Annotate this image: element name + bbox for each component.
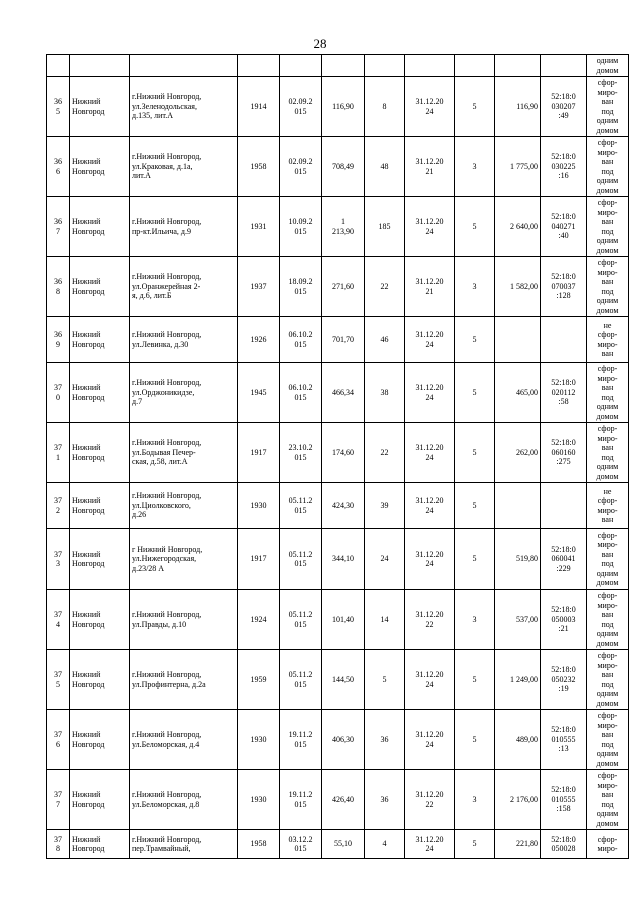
address-cell: г.Нижний Новгород, ул.Левинка, д.30	[132, 330, 202, 349]
planned-date-cell: 31.12.20 24	[415, 443, 444, 462]
class-cell: 5	[472, 839, 477, 849]
row-number: 36 7	[54, 217, 62, 236]
city-cell: Нижний Новгород	[72, 496, 105, 515]
planned-date-cell: 31.12.20 21	[415, 277, 444, 296]
continuation-status: одним домом	[596, 56, 619, 75]
land-status-cell: сфор- миро- ван под одним домом	[596, 258, 619, 315]
planned-date-cell: 31.12.20 24	[415, 670, 444, 689]
class-cell: 5	[472, 101, 477, 111]
land-status-cell: сфор- миро- ван под одним домом	[596, 711, 619, 768]
row-number: 36 6	[54, 157, 62, 176]
housing-registry-table	[46, 54, 629, 859]
class-cell: 3	[472, 161, 477, 171]
land-status-cell: сфор- миро- ван под одним домом	[596, 138, 619, 195]
cadastral-number-cell: 52:18:0 030225 :16	[551, 152, 576, 181]
inclusion-date-cell: 05.11.2 015	[288, 549, 313, 568]
row-number: 37 3	[54, 549, 62, 568]
land-status-cell: сфор- миро- ван под одним домом	[596, 651, 619, 708]
city-cell: Нижний Новгород	[72, 790, 105, 809]
land-area-cell: 116,90	[516, 101, 538, 111]
cadastral-number-cell: 52:18:0 020112 :58	[551, 378, 576, 407]
city-cell: Нижний Новгород	[72, 97, 105, 116]
land-area-cell: 2 640,00	[510, 221, 538, 231]
area-cell: 344,10	[332, 554, 354, 564]
city-cell: Нижний Новгород	[72, 330, 105, 349]
land-area-cell: 262,00	[516, 447, 538, 457]
residents-count-cell: 5	[382, 674, 387, 684]
inclusion-date-cell: 05.11.2 015	[288, 610, 313, 629]
row-number: 37 4	[54, 610, 62, 629]
inclusion-date-cell: 23.10.2 015	[288, 443, 313, 462]
land-area-cell: 489,00	[516, 734, 538, 744]
year-built-cell: 1930	[250, 734, 267, 744]
table-row	[47, 317, 629, 363]
registry-body	[47, 55, 629, 859]
year-built-cell: 1917	[250, 554, 267, 564]
year-built-cell: 1931	[250, 221, 267, 231]
page-number: 28	[313, 36, 327, 51]
inclusion-date-cell: 19.11.2 015	[288, 790, 313, 809]
planned-date-cell: 31.12.20 21	[415, 157, 444, 176]
year-built-cell: 1958	[250, 161, 267, 171]
land-area-cell: 465,00	[516, 387, 538, 397]
residents-count-cell: 24	[380, 554, 389, 564]
inclusion-date-cell: 06.10.2 015	[288, 383, 313, 402]
city-cell: Нижний Новгород	[72, 730, 105, 749]
cadastral-number-cell: 52:18:0 010555 :13	[551, 725, 576, 754]
class-cell: 5	[472, 221, 477, 231]
year-built-cell: 1914	[250, 101, 267, 111]
year-built-cell: 1930	[250, 500, 267, 510]
cadastral-number-cell: 52:18:0 050232 :19	[551, 665, 576, 694]
year-built-cell: 1926	[250, 334, 267, 344]
row-number: 37 1	[54, 443, 62, 462]
class-cell: 5	[472, 334, 477, 344]
class-cell: 3	[472, 614, 477, 624]
cadastral-number-cell: 52:18:0 030207 :49	[551, 92, 576, 121]
continuation-row	[47, 55, 629, 77]
residents-count-cell: 39	[380, 500, 389, 510]
city-cell: Нижний Новгород	[72, 157, 105, 176]
cadastral-number-cell: 52:18:0 010555 :158	[551, 785, 576, 814]
table-row	[47, 137, 629, 197]
address-cell: г.Нижний Новгород, ул.Циолковского, д.26	[132, 491, 202, 520]
row-number: 37 8	[54, 834, 62, 853]
area-cell: 708,49	[332, 161, 354, 171]
residents-count-cell: 14	[380, 614, 389, 624]
row-number: 37 5	[54, 670, 62, 689]
residents-count-cell: 4	[382, 839, 387, 849]
inclusion-date-cell: 02.09.2 015	[288, 97, 313, 116]
city-cell: Нижний Новгород	[72, 217, 105, 236]
city-cell: Нижний Новгород	[72, 443, 105, 462]
address-cell: г.Нижний Новгород, пр-кт.Ильича, д.9	[132, 217, 202, 236]
land-area-cell: 1 775,00	[510, 161, 538, 171]
row-number: 36 9	[54, 330, 62, 349]
planned-date-cell: 31.12.20 22	[415, 790, 444, 809]
city-cell: Нижний Новгород	[72, 670, 105, 689]
land-area-cell: 2 176,00	[510, 794, 538, 804]
cadastral-number-cell: 52:18:0 060041 :229	[551, 544, 576, 573]
inclusion-date-cell: 05.11.2 015	[288, 670, 313, 689]
table-row	[47, 830, 629, 859]
cadastral-number-cell: 52:18:0 070037 :128	[551, 272, 576, 301]
year-built-cell: 1930	[250, 794, 267, 804]
residents-count-cell: 36	[380, 794, 389, 804]
year-built-cell: 1945	[250, 387, 267, 397]
land-area-cell: 1 582,00	[510, 281, 538, 291]
table-row	[47, 77, 629, 137]
address-cell: г.Нижний Новгород, ул.Профинтерна, д.2а	[132, 670, 206, 689]
class-cell: 5	[472, 734, 477, 744]
planned-date-cell: 31.12.20 22	[415, 610, 444, 629]
cadastral-number-cell: 52:18:0 040271 :40	[551, 212, 576, 241]
cadastral-number-cell: 52:18:0 060160 :275	[551, 438, 576, 467]
table-row	[47, 710, 629, 770]
class-cell: 3	[472, 281, 477, 291]
address-cell: г.Нижний Новгород, ул.Орджоникидзе, д.7	[132, 378, 202, 407]
table-row	[47, 423, 629, 483]
area-cell: 101,40	[332, 614, 354, 624]
planned-date-cell: 31.12.20 24	[415, 496, 444, 515]
land-area-cell: 221,80	[516, 839, 538, 849]
residents-count-cell: 185	[378, 221, 391, 231]
land-status-cell: сфор- миро- ван под одним домом	[596, 530, 619, 587]
inclusion-date-cell: 05.11.2 015	[288, 496, 313, 515]
area-cell: 55,10	[334, 839, 352, 849]
inclusion-date-cell: 18.09.2 015	[288, 277, 313, 296]
cadastral-number-cell: 52:18:0 050028	[551, 834, 576, 853]
address-cell: г.Нижний Новгород, ул.Беломорская, д.8	[132, 790, 202, 809]
residents-count-cell: 46	[380, 334, 389, 344]
inclusion-date-cell: 10.09.2 015	[288, 217, 313, 236]
class-cell: 3	[472, 794, 477, 804]
inclusion-date-cell: 19.11.2 015	[288, 730, 313, 749]
planned-date-cell: 31.12.20 24	[415, 97, 444, 116]
area-cell: 466,34	[332, 387, 354, 397]
residents-count-cell: 36	[380, 734, 389, 744]
inclusion-date-cell: 03.12.2 015	[288, 834, 313, 853]
class-cell: 5	[472, 500, 477, 510]
year-built-cell: 1917	[250, 447, 267, 457]
class-cell: 5	[472, 447, 477, 457]
land-status-cell: сфор- миро- ван под одним домом	[596, 198, 619, 255]
area-cell: 701,70	[332, 334, 354, 344]
table-row	[47, 650, 629, 710]
land-status-cell: сфор- миро-	[597, 834, 618, 853]
class-cell: 5	[472, 554, 477, 564]
row-number: 37 0	[54, 383, 62, 402]
table-row	[47, 257, 629, 317]
planned-date-cell: 31.12.20 24	[415, 549, 444, 568]
residents-count-cell: 22	[380, 281, 389, 291]
row-number: 37 7	[54, 790, 62, 809]
area-cell: 424,30	[332, 500, 354, 510]
row-number: 36 5	[54, 97, 62, 116]
residents-count-cell: 8	[382, 101, 387, 111]
land-status-cell: сфор- миро- ван под одним домом	[596, 364, 619, 421]
area-cell: 116,90	[332, 101, 354, 111]
year-built-cell: 1958	[250, 839, 267, 849]
area-cell: 174,60	[332, 447, 354, 457]
address-cell: г Нижний Новгород, ул.Нижегородская, д.23/28 А	[132, 544, 203, 573]
year-built-cell: 1937	[250, 281, 267, 291]
land-area-cell: 519,80	[516, 554, 538, 564]
city-cell: Нижний Новгород	[72, 610, 105, 629]
land-status-cell: сфор- миро- ван под одним домом	[596, 424, 619, 481]
area-cell: 271,60	[332, 281, 354, 291]
city-cell: Нижний Новгород	[72, 549, 105, 568]
land-area-cell: 1 249,00	[510, 674, 538, 684]
address-cell: г.Нижний Новгород, пер.Трамвайный,	[132, 834, 202, 853]
area-cell: 1 213,90	[332, 217, 354, 236]
table-row	[47, 529, 629, 590]
row-number: 37 6	[54, 730, 62, 749]
city-cell: Нижний Новгород	[72, 834, 105, 853]
table-row	[47, 770, 629, 830]
planned-date-cell: 31.12.20 24	[415, 217, 444, 236]
year-built-cell: 1959	[250, 674, 267, 684]
inclusion-date-cell: 02.09.2 015	[288, 157, 313, 176]
address-cell: г.Нижний Новгород, ул.Правды, д.10	[132, 610, 202, 629]
land-status-cell: сфор- миро- ван под одним домом	[596, 771, 619, 828]
address-cell: г.Нижний Новгород, ул.Краковая, д.1а, лит.А	[132, 152, 202, 181]
planned-date-cell: 31.12.20 24	[415, 730, 444, 749]
city-cell: Нижний Новгород	[72, 383, 105, 402]
area-cell: 406,30	[332, 734, 354, 744]
address-cell: г.Нижний Новгород, ул.Беломорская, д.4	[132, 730, 202, 749]
inclusion-date-cell: 06.10.2 015	[288, 330, 313, 349]
area-cell: 426,40	[332, 794, 354, 804]
table-row	[47, 197, 629, 257]
area-cell: 144,50	[332, 674, 354, 684]
class-cell: 5	[472, 387, 477, 397]
land-status-cell: не сфор- миро- ван	[597, 320, 618, 358]
row-number: 37 2	[54, 496, 62, 515]
planned-date-cell: 31.12.20 24	[415, 834, 444, 853]
residents-count-cell: 38	[380, 387, 389, 397]
table-row	[47, 483, 629, 529]
table-row	[47, 590, 629, 650]
row-number: 36 8	[54, 277, 62, 296]
year-built-cell: 1924	[250, 614, 267, 624]
address-cell: г.Нижний Новгород, ул.Зеленодольская, д.135, лит.А	[132, 92, 202, 121]
land-status-cell: не сфор- миро- ван	[597, 486, 618, 524]
table-row	[47, 363, 629, 423]
address-cell: г.Нижний Новгород, ул.Оранжерейная 2- я, д.6, лит.Б	[132, 272, 202, 301]
planned-date-cell: 31.12.20 24	[415, 330, 444, 349]
cadastral-number-cell: 52:18:0 050003 :21	[551, 605, 576, 634]
residents-count-cell: 22	[380, 447, 389, 457]
city-cell: Нижний Новгород	[72, 277, 105, 296]
class-cell: 5	[472, 674, 477, 684]
land-status-cell: сфор- миро- ван под одним домом	[596, 591, 619, 648]
address-cell: г.Нижний Новгород, ул.Бодывая Печер- ская, д.58, лит.А	[132, 438, 202, 467]
land-status-cell: сфор- миро- ван под одним домом	[596, 78, 619, 135]
planned-date-cell: 31.12.20 24	[415, 383, 444, 402]
land-area-cell: 537,00	[516, 614, 538, 624]
residents-count-cell: 48	[380, 161, 389, 171]
